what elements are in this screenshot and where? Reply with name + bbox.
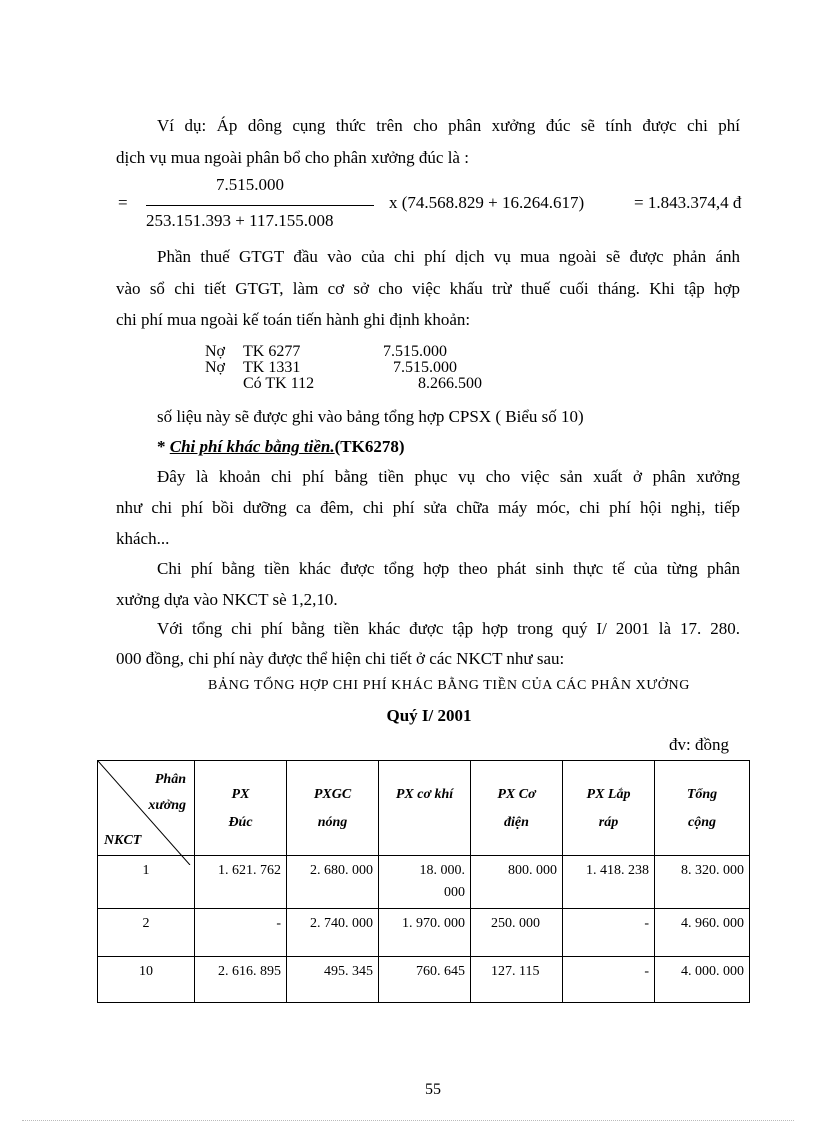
- journal-amount-3: 8.266.500: [418, 375, 482, 392]
- formula-multiplier: x (74.568.829 + 16.264.617): [389, 193, 585, 212]
- nkct-cell: 1: [98, 856, 195, 909]
- nkct-cell: 2: [98, 909, 195, 957]
- journal-amount-1: 7.515.000: [383, 343, 447, 360]
- section-code: (TK6278): [334, 437, 405, 456]
- paragraph-4-line-3: khách...: [116, 529, 170, 548]
- header-px-co-dien: PX Cơ điện: [471, 761, 563, 856]
- journal-account-3: Có TK 112: [243, 375, 315, 392]
- header-px-co-khi: PX cơ khí: [379, 761, 471, 856]
- journal-label-1: Nợ: [205, 343, 226, 360]
- corner-cell: [98, 761, 195, 856]
- formula-result: = 1.843.374,4 đ: [634, 193, 742, 212]
- table-row: [98, 856, 750, 909]
- value-cell: 8. 320. 000: [655, 856, 750, 909]
- value-cell: 800. 000: [471, 856, 563, 909]
- paragraph-1-line-1: Ví dụ: Áp dông cụng thức trên cho phân xưởng đúc sẽ tính được chi phí: [157, 116, 740, 135]
- bullet: *: [157, 437, 166, 456]
- header-px-duc: PX Đúc: [195, 761, 287, 856]
- paragraph-2-line-3: chi phí mua ngoài kế toán tiến hành ghi định khoản:: [116, 310, 471, 329]
- table-title: BẢNG TỔNG HỢP CHI PHÍ KHÁC BẰNG TIỀN CỦA CÁC PHÂN XƯỞNG: [208, 678, 690, 693]
- formula-numerator: 7.515.000: [216, 175, 284, 194]
- table-row: [98, 957, 750, 1003]
- nkct-cell: 10: [98, 957, 195, 1003]
- paragraph-6-line-2: 000 đồng, chi phí này được thể hiện chi tiết ở các NKCT như sau:: [116, 649, 565, 668]
- fraction-bar: [146, 205, 374, 206]
- corner-top: Phân xưởng: [148, 772, 186, 813]
- value-cell: 127. 115: [471, 957, 563, 1003]
- paragraph-5-line-1: Chi phí bằng tiền khác được tổng hợp theo phát sinh thực tế của từng phân: [157, 559, 740, 578]
- table-subtitle: Quý I/ 2001: [386, 706, 472, 725]
- table-row: [98, 909, 750, 957]
- paragraph-1-line-2: dịch vụ mua ngoài phân bổ cho phân xưởng đúc là :: [116, 148, 469, 167]
- value-cell: 760. 645: [379, 957, 471, 1003]
- formula-equals: =: [118, 193, 128, 212]
- paragraph-2-line-1: Phần thuế GTGT đầu vào của chi phí dịch vụ mua ngoài sẽ được phản ánh: [157, 247, 740, 266]
- table-unit: đv: đồng: [669, 735, 729, 754]
- corner-bottom: NKCT: [104, 833, 142, 848]
- paragraph-4-line-2: như chi phí bồi dưỡng ca đêm, chi phí sửa chữa máy móc, chi phí hội nghị, tiếp: [116, 498, 740, 517]
- paragraph-2-line-2: vào sổ chi tiết GTGT, làm cơ sở cho việc khấu trừ thuế cuối tháng. Khi tập hợp: [116, 279, 740, 298]
- value-cell: 2. 740. 000: [287, 909, 379, 957]
- header-px-lap-rap: PX Lắp ráp: [563, 761, 655, 856]
- value-cell: 495. 345: [287, 957, 379, 1003]
- value-cell: -: [563, 957, 655, 1003]
- table-header-row: [98, 761, 750, 856]
- cost-table: [97, 760, 750, 1003]
- page-number: 55: [425, 1081, 441, 1098]
- paragraph-6-line-1: Với tổng chi phí bằng tiền khác được tập hợp trong quý I/ 2001 là 17. 280.: [157, 619, 740, 638]
- footer-divider: [22, 1120, 794, 1121]
- paragraph-3: số liệu này sẽ được ghi vào bảng tổng hợp CPSX ( Biểu số 10): [157, 407, 584, 426]
- value-cell: -: [195, 909, 287, 957]
- value-cell: 4. 000. 000: [655, 957, 750, 1003]
- value-cell: 1. 621. 762: [195, 856, 287, 909]
- value-cell: 18. 000. 000: [379, 856, 471, 909]
- journal-label-2: Nợ: [205, 359, 226, 376]
- formula-denominator: 253.151.393 + 117.155.008: [146, 211, 334, 230]
- value-cell: 1. 970. 000: [379, 909, 471, 957]
- value-cell: 4. 960. 000: [655, 909, 750, 957]
- journal-account-2: TK 1331: [243, 359, 301, 376]
- paragraph-5-line-2: xưởng dựa vào NKCT sè 1,2,10.: [116, 590, 338, 609]
- section-heading: [157, 437, 405, 457]
- section-title: Chi phí khác bằng tiền.: [169, 437, 335, 456]
- paragraph-4-line-1: Đây là khoản chi phí bằng tiền phục vụ cho việc sản xuất ở phân xưởng: [157, 467, 740, 486]
- journal-amount-2: 7.515.000: [393, 359, 457, 376]
- header-pxgc-nong: PXGC nóng: [287, 761, 379, 856]
- value-cell: 2. 680. 000: [287, 856, 379, 909]
- value-cell: 2. 616. 895: [195, 957, 287, 1003]
- header-tong-cong: Tổng cộng: [655, 761, 750, 856]
- value-cell: 1. 418. 238: [563, 856, 655, 909]
- value-cell: 250. 000: [471, 909, 563, 957]
- journal-account-1: TK 6277: [243, 343, 301, 360]
- value-cell: -: [563, 909, 655, 957]
